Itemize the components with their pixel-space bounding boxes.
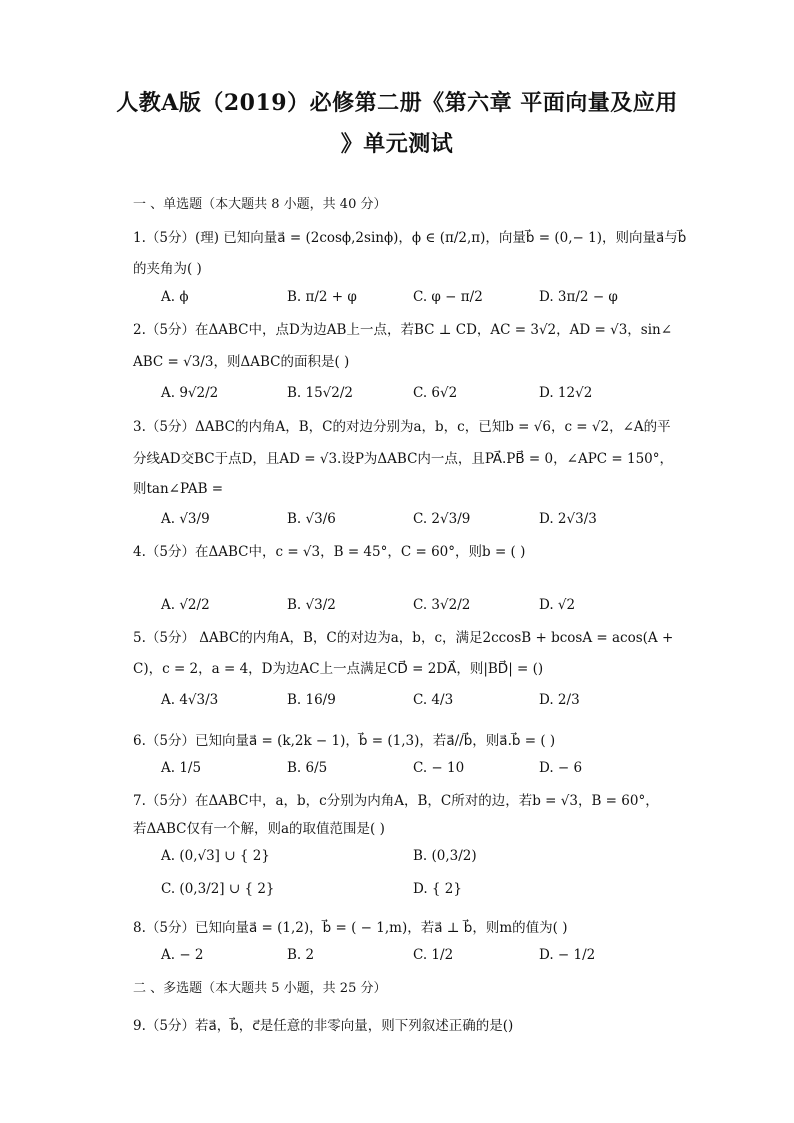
question-3-option-b: B. √3/6 xyxy=(287,511,336,527)
question-3-option-c: C. 2√3/9 xyxy=(413,511,471,527)
question-1-option-c: C. φ − π/2 xyxy=(413,289,483,305)
question-1-line-1: 1.（5分）(理) 已知向量a⃗ = (2cosϕ,2sinϕ)，ϕ ∈ (π/2,π)，向量b⃗ = (0,− 1)，则向量a⃗与b⃗ xyxy=(133,230,687,246)
question-1-option-a: A. ϕ xyxy=(161,289,189,305)
question-2-option-d: D. 12√2 xyxy=(539,385,593,401)
question-8-option-a: A. − 2 xyxy=(161,947,204,963)
question-5-option-a: A. 4√3/3 xyxy=(161,692,219,708)
section-heading-single-choice: 一 、单选题（本大题共 8 小题，共 40 分） xyxy=(133,197,387,212)
question-1-option-b: B. π/2 + φ xyxy=(287,289,357,305)
question-7-line-1: 7.（5分）在ΔABC中，a，b，c分别为内角A，B，C所对的边，若b = √3，B = 60°， xyxy=(133,793,659,809)
question-6-option-b: B. 6/5 xyxy=(287,760,328,776)
question-4-option-b: B. √3/2 xyxy=(287,597,336,613)
question-7-option-a: A. (0,√3] ∪ { 2} xyxy=(161,848,270,864)
question-5-line-1: 5.（5分） ΔABC的内角A，B，C的对边为a，b，c，满足2ccosB + bcosA = acos(A + xyxy=(133,630,674,646)
question-4-option-c: C. 3√2/2 xyxy=(413,597,471,613)
question-8-line-1: 8.（5分）已知向量a⃗ = (1,2)，b⃗ = ( − 1,m)，若a⃗ ⊥ b⃗，则m的值为( ) xyxy=(133,920,568,936)
question-6-option-c: C. − 10 xyxy=(413,760,465,776)
question-3-option-a: A. √3/9 xyxy=(161,511,210,527)
question-8-option-c: C. 1/2 xyxy=(413,947,454,963)
question-2-option-c: C. 6√2 xyxy=(413,385,458,401)
question-1-line-2: 的夹角为( ) xyxy=(133,261,202,277)
question-2-line-2: ABC = √3/3，则ΔABC的面积是( ) xyxy=(133,354,350,370)
document-title-line-1: 人教A版（2019）必修第二册《第六章 平面向量及应用 xyxy=(116,90,678,116)
question-8-option-d: D. − 1/2 xyxy=(539,947,596,963)
question-5-line-2: C)，c = 2，a = 4，D为边AC上一点满足CD⃗ = 2DA⃗，则|BD⃗| = () xyxy=(133,661,544,677)
question-2-option-b: B. 15√2/2 xyxy=(287,385,354,401)
question-9-line-1: 9.（5分）若a⃗，b⃗，c⃗是任意的非零向量，则下列叙述正确的是() xyxy=(133,1018,514,1034)
question-5-option-b: B. 16/9 xyxy=(287,692,336,708)
question-1-option-d: D. 3π/2 − φ xyxy=(539,289,618,305)
document-title-line-2: 》单元测试 xyxy=(340,131,454,157)
question-6-option-a: A. 1/5 xyxy=(161,760,202,776)
question-2-line-1: 2.（5分）在ΔABC中，点D为边AB上一点，若BC ⊥ CD，AC = 3√2，AD = √3，sin∠ xyxy=(133,322,673,338)
question-3-line-2: 分线AD交BC于点D，且AD = √3.设P为ΔABC内一点，且PA⃗.PB⃗ = 0，∠APC = 150°， xyxy=(133,451,674,467)
question-6-option-d: D. − 6 xyxy=(539,760,583,776)
question-7-option-d: D. { 2} xyxy=(413,881,462,897)
question-5-option-d: D. 2/3 xyxy=(539,692,580,708)
question-4-option-a: A. √2/2 xyxy=(161,597,210,613)
question-3-line-3: 则tan∠PAB = xyxy=(133,481,224,497)
question-7-line-2: 若ΔABC仅有一个解，则a的取值范围是( ) xyxy=(133,821,385,837)
question-7-option-c: C. (0,3/2] ∪ { 2} xyxy=(161,881,275,897)
question-3-line-1: 3.（5分）ΔABC的内角A，B，C的对边分别为a，b，c，已知b = √6，c = √2，∠A的平 xyxy=(133,419,671,435)
question-4-line-1: 4.（5分）在ΔABC中，c = √3，B = 45°，C = 60°，则b = ( ) xyxy=(133,544,526,560)
section-heading-multiple-choice: 二 、多选题（本大题共 5 小题，共 25 分） xyxy=(133,981,387,996)
question-6-line-1: 6.（5分）已知向量a⃗ = (k,2k − 1)，b⃗ = (1,3)，若a⃗//b⃗，则a⃗.b⃗ = ( ) xyxy=(133,733,556,749)
question-4-option-d: D. √2 xyxy=(539,597,576,613)
question-8-option-b: B. 2 xyxy=(287,947,315,963)
question-5-option-c: C. 4/3 xyxy=(413,692,454,708)
question-7-option-b: B. (0,3/2) xyxy=(413,848,477,864)
question-2-option-a: A. 9√2/2 xyxy=(161,385,219,401)
question-3-option-d: D. 2√3/3 xyxy=(539,511,597,527)
